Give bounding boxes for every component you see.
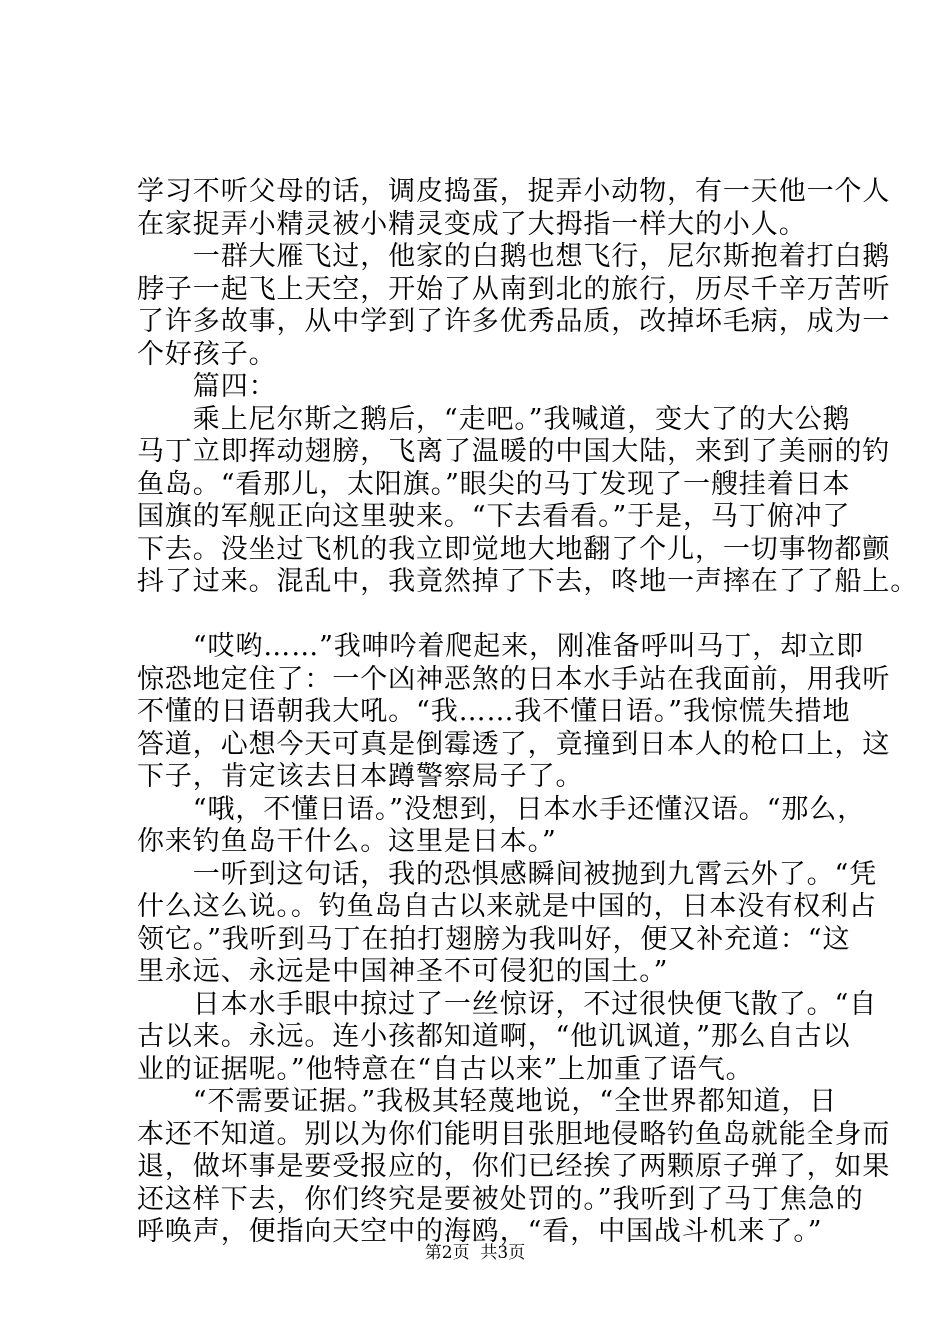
text-line: 一群大雁飞过，他家的白鹅也想飞行，尼尔斯抱着打白鹅	[137, 241, 891, 272]
page-footer: 第2页 共3页	[424, 1243, 526, 1263]
text-line: 什么这么说。。钓鱼岛自古以来就是中国的，日本没有权利占	[137, 891, 877, 922]
text-line: “不需要证据。”我极其轻蔑地说，“全世界都知道，日	[137, 1086, 838, 1117]
text-line: 不懂的日语朝我大吼。“我……我不懂日语。”我惊慌失措地	[137, 696, 851, 727]
text-line: 还这样下去，你们终究是要被处罚的。”我听到了马丁焦急的	[137, 1183, 864, 1215]
text-line: 学习不听父母的话，调皮捣蛋，捉弄小动物，有一天他一个人	[137, 176, 891, 207]
text-line: 呼唤声，便指向天空中的海鸥，“看，中国战斗机来了。”	[137, 1216, 823, 1247]
text-line: “哦，不懂日语。”没想到，日本水手还懂汉语。“那么，	[137, 793, 866, 825]
section-heading: 篇四：	[137, 371, 277, 402]
text-line: 鱼岛。“看那儿，太阳旗。”眼尖的马丁发现了一艘挂着日本	[137, 468, 851, 500]
text-line: 国旗的军舰正向这里驶来。“下去看看。”于是，马丁俯冲了	[137, 501, 851, 532]
text-line: 下去。没坐过飞机的我立即觉地大地翻了个儿，一切事物都颤	[137, 533, 891, 565]
text-line: 下子，肯定该去日本蹲警察局子了。	[137, 761, 584, 792]
text-line: 一听到这句话，我的恐惧感瞬间被抛到九霄云外了。“凭	[137, 858, 878, 890]
text-line: 了许多故事，从中学到了许多优秀品质，改掉坏毛病，成为一	[137, 306, 891, 337]
text-line: 惊恐地定住了：一个凶神恶煞的日本水手站在我面前，用我听	[137, 663, 891, 695]
text-line: 领它。”我听到马丁在拍打翅膀为我叫好，便又补充道：“这	[137, 923, 851, 955]
text-line: 个好孩子。	[137, 338, 277, 370]
text-line: 在家捉弄小精灵被小精灵变成了大拇指一样大的小人。	[137, 208, 807, 240]
text-line: 退，做坏事是要受报应的，你们已经挨了两颗原子弹了，如果	[137, 1151, 891, 1182]
text-line: 抖了过来。混乱中，我竟然掉了下去，咚地一声摔在了了船上。	[137, 566, 919, 597]
text-line: 本还不知道。别以为你们能明目张胆地侵略钓鱼岛就能全身而	[137, 1118, 891, 1150]
text-line: 脖子一起飞上天空，开始了从南到北的旅行，历尽千辛万苦听	[137, 273, 891, 305]
text-line: 里永远、永远是中国神圣不可侵犯的国土。”	[137, 956, 669, 987]
text-line: 乘上尼尔斯之鹅后，“走吧。”我喊道，变大了的大公鹅	[137, 403, 851, 435]
text-line: 古以来。永远。连小孩都知道啊，“他讥讽道，”那么自古以	[137, 1021, 851, 1052]
text-line: 答道，心想今天可真是倒霉透了，竟撞到日本人的枪口上，这	[137, 728, 891, 760]
text-line: 日本水手眼中掠过了一丝惊讶，不过很快便飞散了。“自	[137, 988, 878, 1020]
text-line: 业的证据呢。”他特意在“自古以来”上加重了语气。	[137, 1053, 754, 1085]
text-line: 你来钓鱼岛干什么。这里是日本。”	[137, 826, 557, 857]
text-line: 马丁立即挥动翅膀，飞离了温暖的中国大陆，来到了美丽的钓	[137, 436, 891, 467]
text-line: “哎哟……”我呻吟着爬起来，刚准备呼叫马丁，却立即	[137, 631, 864, 662]
